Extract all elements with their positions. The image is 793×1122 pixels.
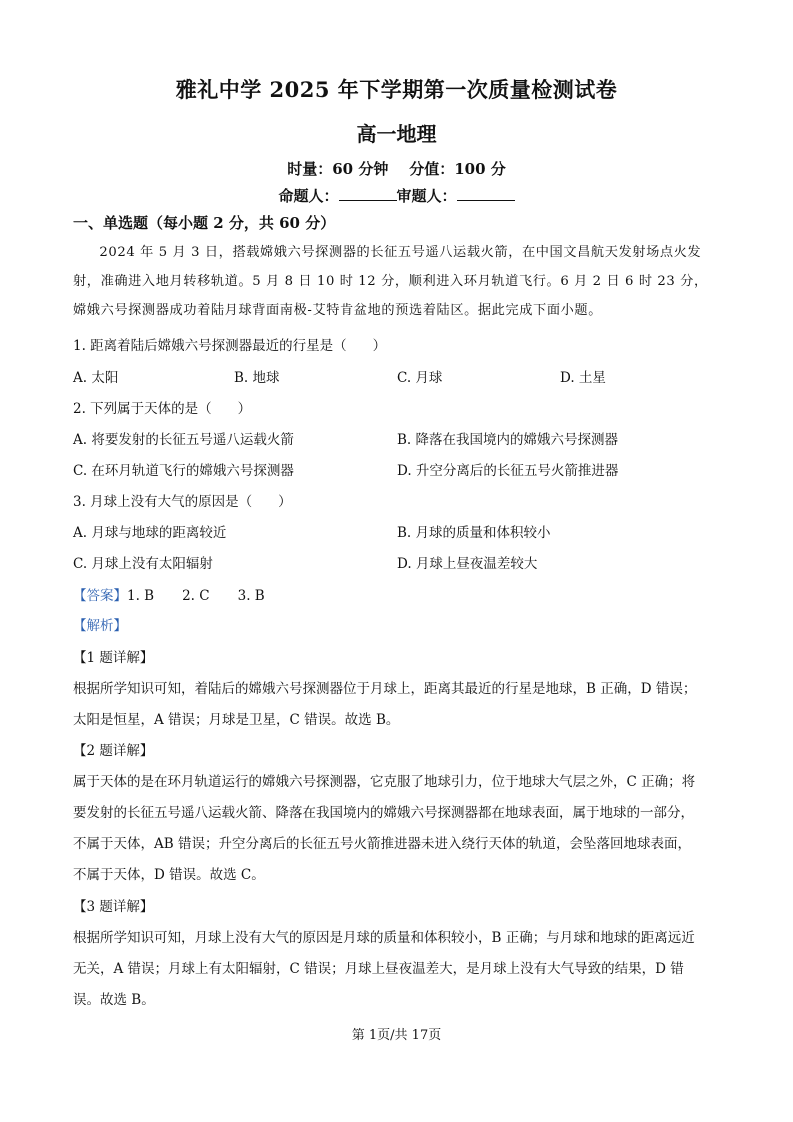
analysis-label: 【解析】: [73, 618, 127, 634]
reviewer-label: 审题人：: [396, 187, 457, 205]
question-paren-close: ）: [372, 338, 387, 354]
page-number: 第 1页/共 17页: [351, 1028, 442, 1043]
detail-2-line: 要发射的长征五号遥八运载火箭、降落在我国境内的嫦娥六号探测器都在地球表面，属于地球的一部分，: [73, 805, 694, 821]
detail-3-heading: 【3 题详解】: [73, 899, 154, 915]
detail-3-line: 根据所学知识可知，月球上没有大气的原因是月球的质量和体积较小，B 正确；与月球和地球的距离远近: [73, 930, 695, 946]
question-paren-close: ）: [278, 494, 292, 510]
question-2-stem: [73, 397, 251, 417]
material-passage: 2024 年 5 月 3 日，搭载嫦娥六号探测器的长征五号遥八运载火箭，在中国文昌航天发射场点火发射，准确进入地月转移轨道。5 月 8 日 10 时 12 分，顺利进入环月轨道飞行。6 月 2 日 6 时 23 分，嫦娥六号探测器成功着陆月球背面南极-艾特肯盆地的预选着陆区。据此完成下面小题。: [73, 245, 708, 318]
subject-title: 高一地理: [356, 122, 437, 146]
q2-option-c: C. 在环月轨道飞行的嫦娥六号探测器: [73, 463, 294, 479]
answer-item: 1. B: [127, 588, 155, 604]
q2-option-d: D. 升空分离后的长征五号火箭推进器: [397, 463, 619, 479]
question-3-stem: [73, 490, 292, 510]
question-stem-text: 3. 月球上没有大气的原因是（: [73, 494, 253, 510]
answer-line: [73, 584, 265, 604]
q1-option-a: A. 太阳: [73, 370, 119, 386]
detail-2-line: 不属于天体，D 错误。故选 C。: [73, 867, 265, 883]
setter-reviewer-line: [0, 185, 793, 206]
question-1-stem: [73, 334, 386, 354]
question-stem-text: 1. 距离着陆后嫦娥六号探测器最近的行星是（: [73, 338, 347, 354]
q3-option-b: B. 月球的质量和体积较小: [397, 525, 551, 541]
detail-2-line: 属于天体的是在环月轨道运行的嫦娥六号探测器，它克服了地球引力，位于地球大气层之外，C 正确；将: [73, 774, 696, 790]
question-stem-text: 2. 下列属于天体的是（: [73, 401, 212, 417]
q3-option-d: D. 月球上昼夜温差较大: [397, 556, 538, 572]
answer-label: 【答案】: [73, 588, 127, 604]
time-and-score: 时量：60 分钟 分值：100 分: [287, 160, 506, 178]
question-paren-close: ）: [237, 401, 252, 417]
q3-option-a: A. 月球与地球的距离较近: [73, 525, 227, 541]
q1-option-d: D. 土星: [560, 370, 606, 386]
exam-title: 雅礼中学 2025 年下学期第一次质量检测试卷: [175, 77, 618, 102]
detail-3-line: 无关，A 错误；月球上有太阳辐射，C 错误；月球上昼夜温差大，是月球上没有大气导致的结果，D 错: [73, 961, 684, 977]
answer-item: 3. B: [237, 588, 265, 604]
q1-option-b: B. 地球: [234, 370, 280, 386]
q3-option-c: C. 月球上没有太阳辐射: [73, 556, 213, 572]
q2-option-b: B. 降落在我国境内的嫦娥六号探测器: [397, 432, 619, 448]
answer-item: 2. C: [182, 588, 210, 604]
setter-blank: [339, 188, 397, 201]
setter-label: 命题人：: [278, 187, 339, 205]
q1-option-c: C. 月球: [397, 370, 443, 386]
detail-1-line: 根据所学知识可知，着陆后的嫦娥六号探测器位于月球上，距离其最近的行星是地球，B 正确，D 错误；: [73, 681, 697, 697]
detail-1-heading: 【1 题详解】: [73, 650, 154, 666]
detail-3-line: 误。故选 B。: [73, 992, 155, 1008]
section-heading: 一、单选题（每小题 2 分，共 60 分）: [73, 214, 336, 232]
q2-option-a: A. 将要发射的长征五号遥八运载火箭: [73, 432, 294, 448]
reviewer-blank: [457, 188, 515, 201]
detail-1-line: 太阳是恒星，A 错误；月球是卫星，C 错误。故选 B。: [73, 712, 400, 728]
detail-2-line: 不属于天体，AB 错误；升空分离后的长征五号火箭推进器未进入绕行天体的轨道，会坠落回地球表面，: [73, 836, 691, 852]
detail-2-heading: 【2 题详解】: [73, 743, 154, 759]
